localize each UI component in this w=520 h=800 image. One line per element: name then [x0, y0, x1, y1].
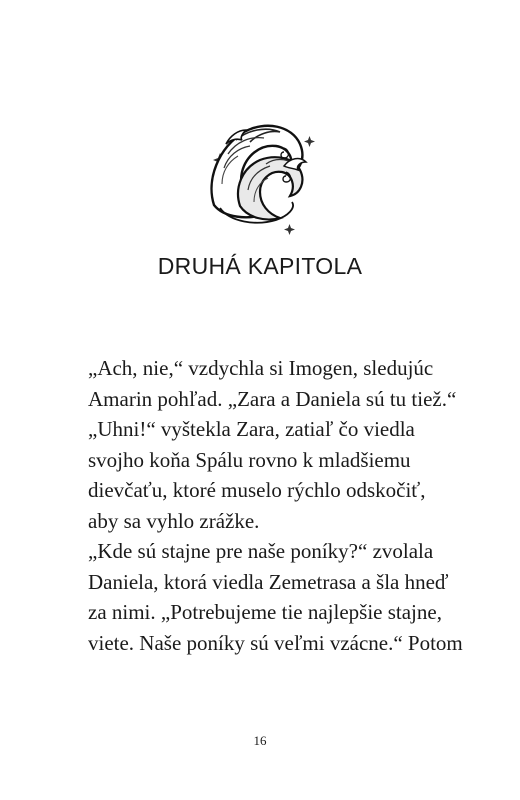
text-line: viete. Naše poníky sú veľmi vzácne.“ Potom: [88, 630, 463, 655]
paragraph: [88, 353, 457, 414]
text-line: „Uhni!“ vyštekla Zara, zatiaľ čo viedla: [88, 417, 415, 441]
text-line: „Kde sú stajne pre naše poníky?“ zvolala: [88, 539, 434, 563]
text-line: aby sa vyhlo zrážke.: [88, 508, 260, 533]
ocean-wave-icon: [196, 110, 326, 235]
text-line: Daniela, ktorá viedla Zemetrasa a šla hneď: [88, 569, 449, 594]
page-number: 16: [253, 733, 267, 748]
chapter-title: DRUHÁ KAPITOLA: [157, 253, 363, 279]
text-line: svojho koňa Spálu rovno k mladšiemu: [88, 447, 411, 472]
text-line: za nimi. „Potrebujeme tie najlepšie stajne,: [88, 600, 442, 624]
text-line: „Ach, nie,“ vzdychla si Imogen, sledujúc: [88, 356, 434, 380]
paragraph: [88, 414, 448, 536]
text-line: Amarin pohľad. „Zara a Daniela sú tu tiež.“: [88, 386, 457, 411]
paragraph: [88, 536, 463, 658]
body-text: [88, 353, 463, 658]
text-line: dievčaťu, ktoré muselo rýchlo odskočiť,: [88, 478, 426, 502]
